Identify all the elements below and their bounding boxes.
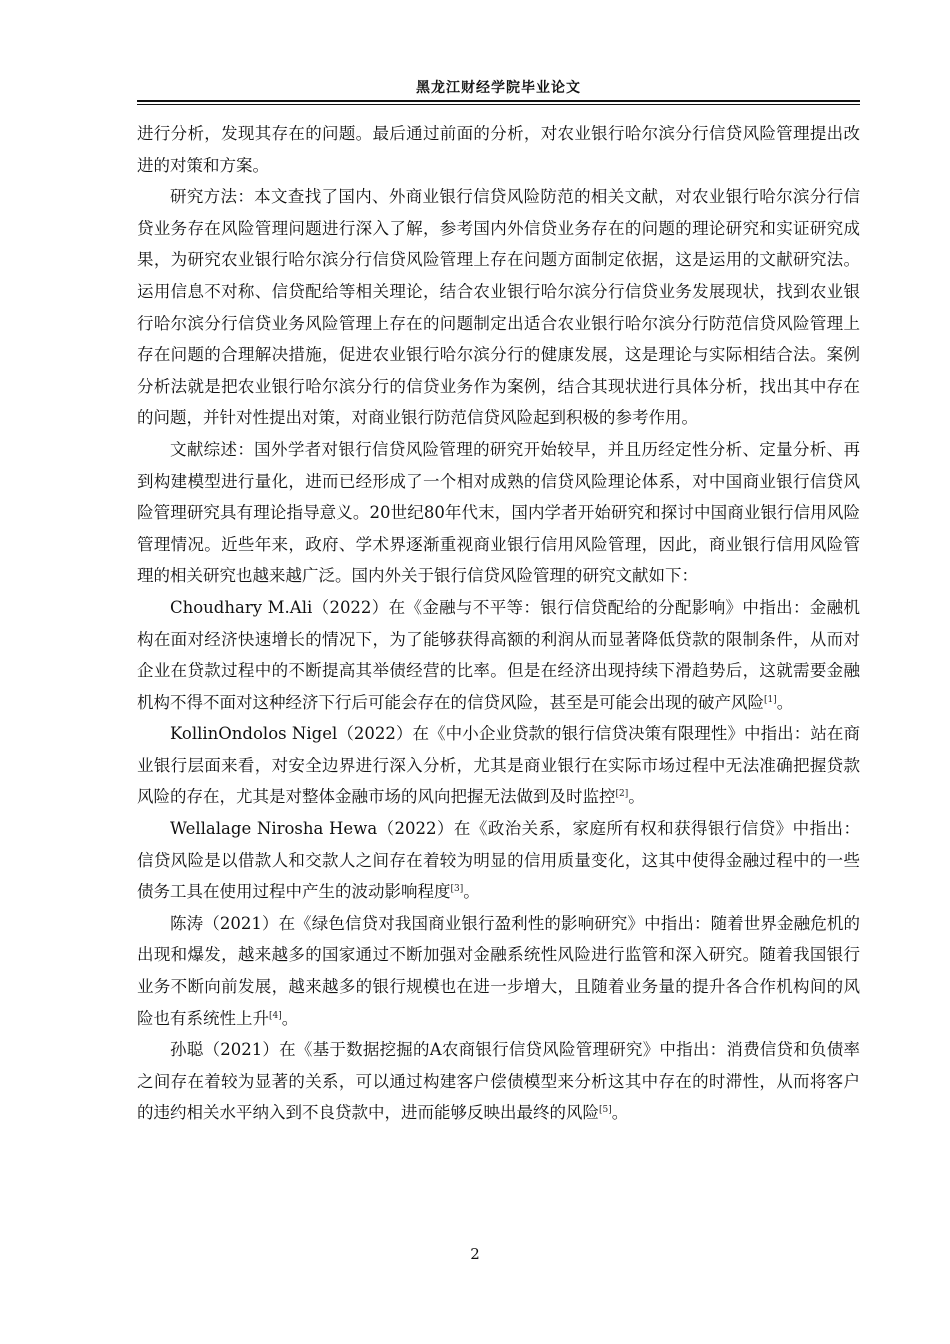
header-rule-thick bbox=[137, 100, 860, 102]
page-number: 2 bbox=[470, 1245, 480, 1263]
paragraph-text: Choudhary M.Ali（2022）在《金融与不平等：银行信贷配给的分配影响》中指出：金融机构在面对经济快速增长的情况下，为了能够获得高额的利润从而显著降低贷款的限制条件，从而对企业在贷款过程中的不断提高其举债经营的比率。但是在经济出现持续下滑趋势后，这就需要金融机构不得不面对这种经济下行后可能会存在的信贷风险，甚至是可能会出现的破产风险 bbox=[137, 597, 860, 712]
citation-marker: [5] bbox=[599, 1105, 612, 1116]
paragraph-text: 孙聪（2021）在《基于数据挖掘的A农商银行信贷风险管理研究》中指出：消费信贷和负债率之间存在着较为显著的关系，可以通过构建客户偿债模型来分析这其中存在的时滞性，从而将客户的违约相关水平纳入到不良贷款中，进而能够反映出最终的风险 bbox=[137, 1040, 860, 1123]
citation-marker: [3] bbox=[450, 884, 464, 895]
paragraph-continued bbox=[137, 118, 860, 181]
paragraph-citation-3 bbox=[137, 813, 860, 908]
paragraph-tail: 。 bbox=[281, 1008, 299, 1028]
paragraph-tail: 。 bbox=[776, 692, 794, 712]
paragraph-literature-review bbox=[137, 434, 860, 592]
header-rule-thin bbox=[137, 104, 860, 105]
citation-marker: [1] bbox=[764, 694, 777, 705]
paragraph-tail: 。 bbox=[628, 787, 645, 807]
running-header: 黑龙江财经学院毕业论文 bbox=[416, 80, 581, 96]
paragraph-text: 研究方法：本文查找了国内、外商业银行信贷风险防范的相关文献，对农业银行哈尔滨分行信贷业务存在风险管理问题进行深入了解，参考国内外信贷业务存在的问题的理论研究和实证研究成果，为研究农业银行哈尔滨分行信贷风险管理上存在问题方面制定依据，这是运用的文献研究法。运用信息不对称、信贷配给等相关理论，结合农业银行哈尔滨分行信贷业务发展现状，找到农业银行哈尔滨分行信贷业务风险管理上存在的问题制定出适合农业银行哈尔滨分行防范信贷风险管理上存在问题的合理解决措施，促进农业银行哈尔滨分行的健康发展，这是理论与实际相结合法。案例分析法就是把农业银行哈尔滨分行的信贷业务作为案例，结合其现状进行具体分析，找出其中存在的问题，并针对性提出对策，对商业银行防范信贷风险起到积极的参考作用。 bbox=[137, 187, 860, 428]
paragraph-tail: 。 bbox=[611, 1103, 629, 1123]
paragraph-text: 陈涛（2021）在《绿色信贷对我国商业银行盈利性的影响研究》中指出：随着世界金融危机的出现和爆发，越来越多的国家通过不断加强对金融系统性风险进行监管和深入研究。随着我国银行业务不断向前发展，越来越多的银行规模也在进一步增大，且随着业务量的提升各合作机构间的风险也有系统性上升 bbox=[137, 913, 860, 1028]
paragraph-citation-1 bbox=[137, 592, 860, 718]
citation-marker: [4] bbox=[269, 1010, 282, 1021]
paragraph-tail: 。 bbox=[463, 882, 480, 902]
paragraph-text: 文献综述：国外学者对银行信贷风险管理的研究开始较早，并且历经定性分析、定量分析、再到构建模型进行量化，进而已经形成了一个相对成熟的信贷风险理论体系，对中国商业银行信贷风险管理研究具有理论指导意义。20世纪80年代末，国内学者开始研究和探讨中国商业银行信用风险管理情况。近些年来，政府、学术界逐渐重视商业银行信用风险管理，因此，商业银行信用风险管理的相关研究也越来越广泛。国内外关于银行信贷风险管理的研究文献如下： bbox=[137, 439, 860, 586]
paragraph-research-methods bbox=[137, 181, 860, 434]
paragraph-text: Wellalage Nirosha Hewa（2022）在《政治关系，家庭所有权和获得银行信贷》中指出：信贷风险是以借款人和交款人之间存在着较为明显的信用质量变化，这其中使得金融过程中的一些债务工具在使用过程中产生的波动影响程度 bbox=[137, 819, 860, 902]
paragraph-text: 进行分析，发现其存在的问题。最后通过前面的分析，对农业银行哈尔滨分行信贷风险管理提出改进的对策和方案。 bbox=[137, 124, 860, 175]
paragraph-text: KollinOndolos Nigel（2022）在《中小企业贷款的银行信贷决策有限理性》中指出：站在商业银行层面来看，对安全边界进行深入分析，尤其是商业银行在实际市场过程中无法准确把握贷款风险的存在，尤其是对整体金融市场的风向把握无法做到及时监控 bbox=[137, 724, 860, 807]
paragraph-citation-4 bbox=[137, 908, 860, 1034]
paragraph-citation-2 bbox=[137, 718, 860, 813]
body-text bbox=[137, 118, 860, 1129]
paragraph-citation-5 bbox=[137, 1034, 860, 1129]
citation-marker: [2] bbox=[615, 789, 629, 800]
